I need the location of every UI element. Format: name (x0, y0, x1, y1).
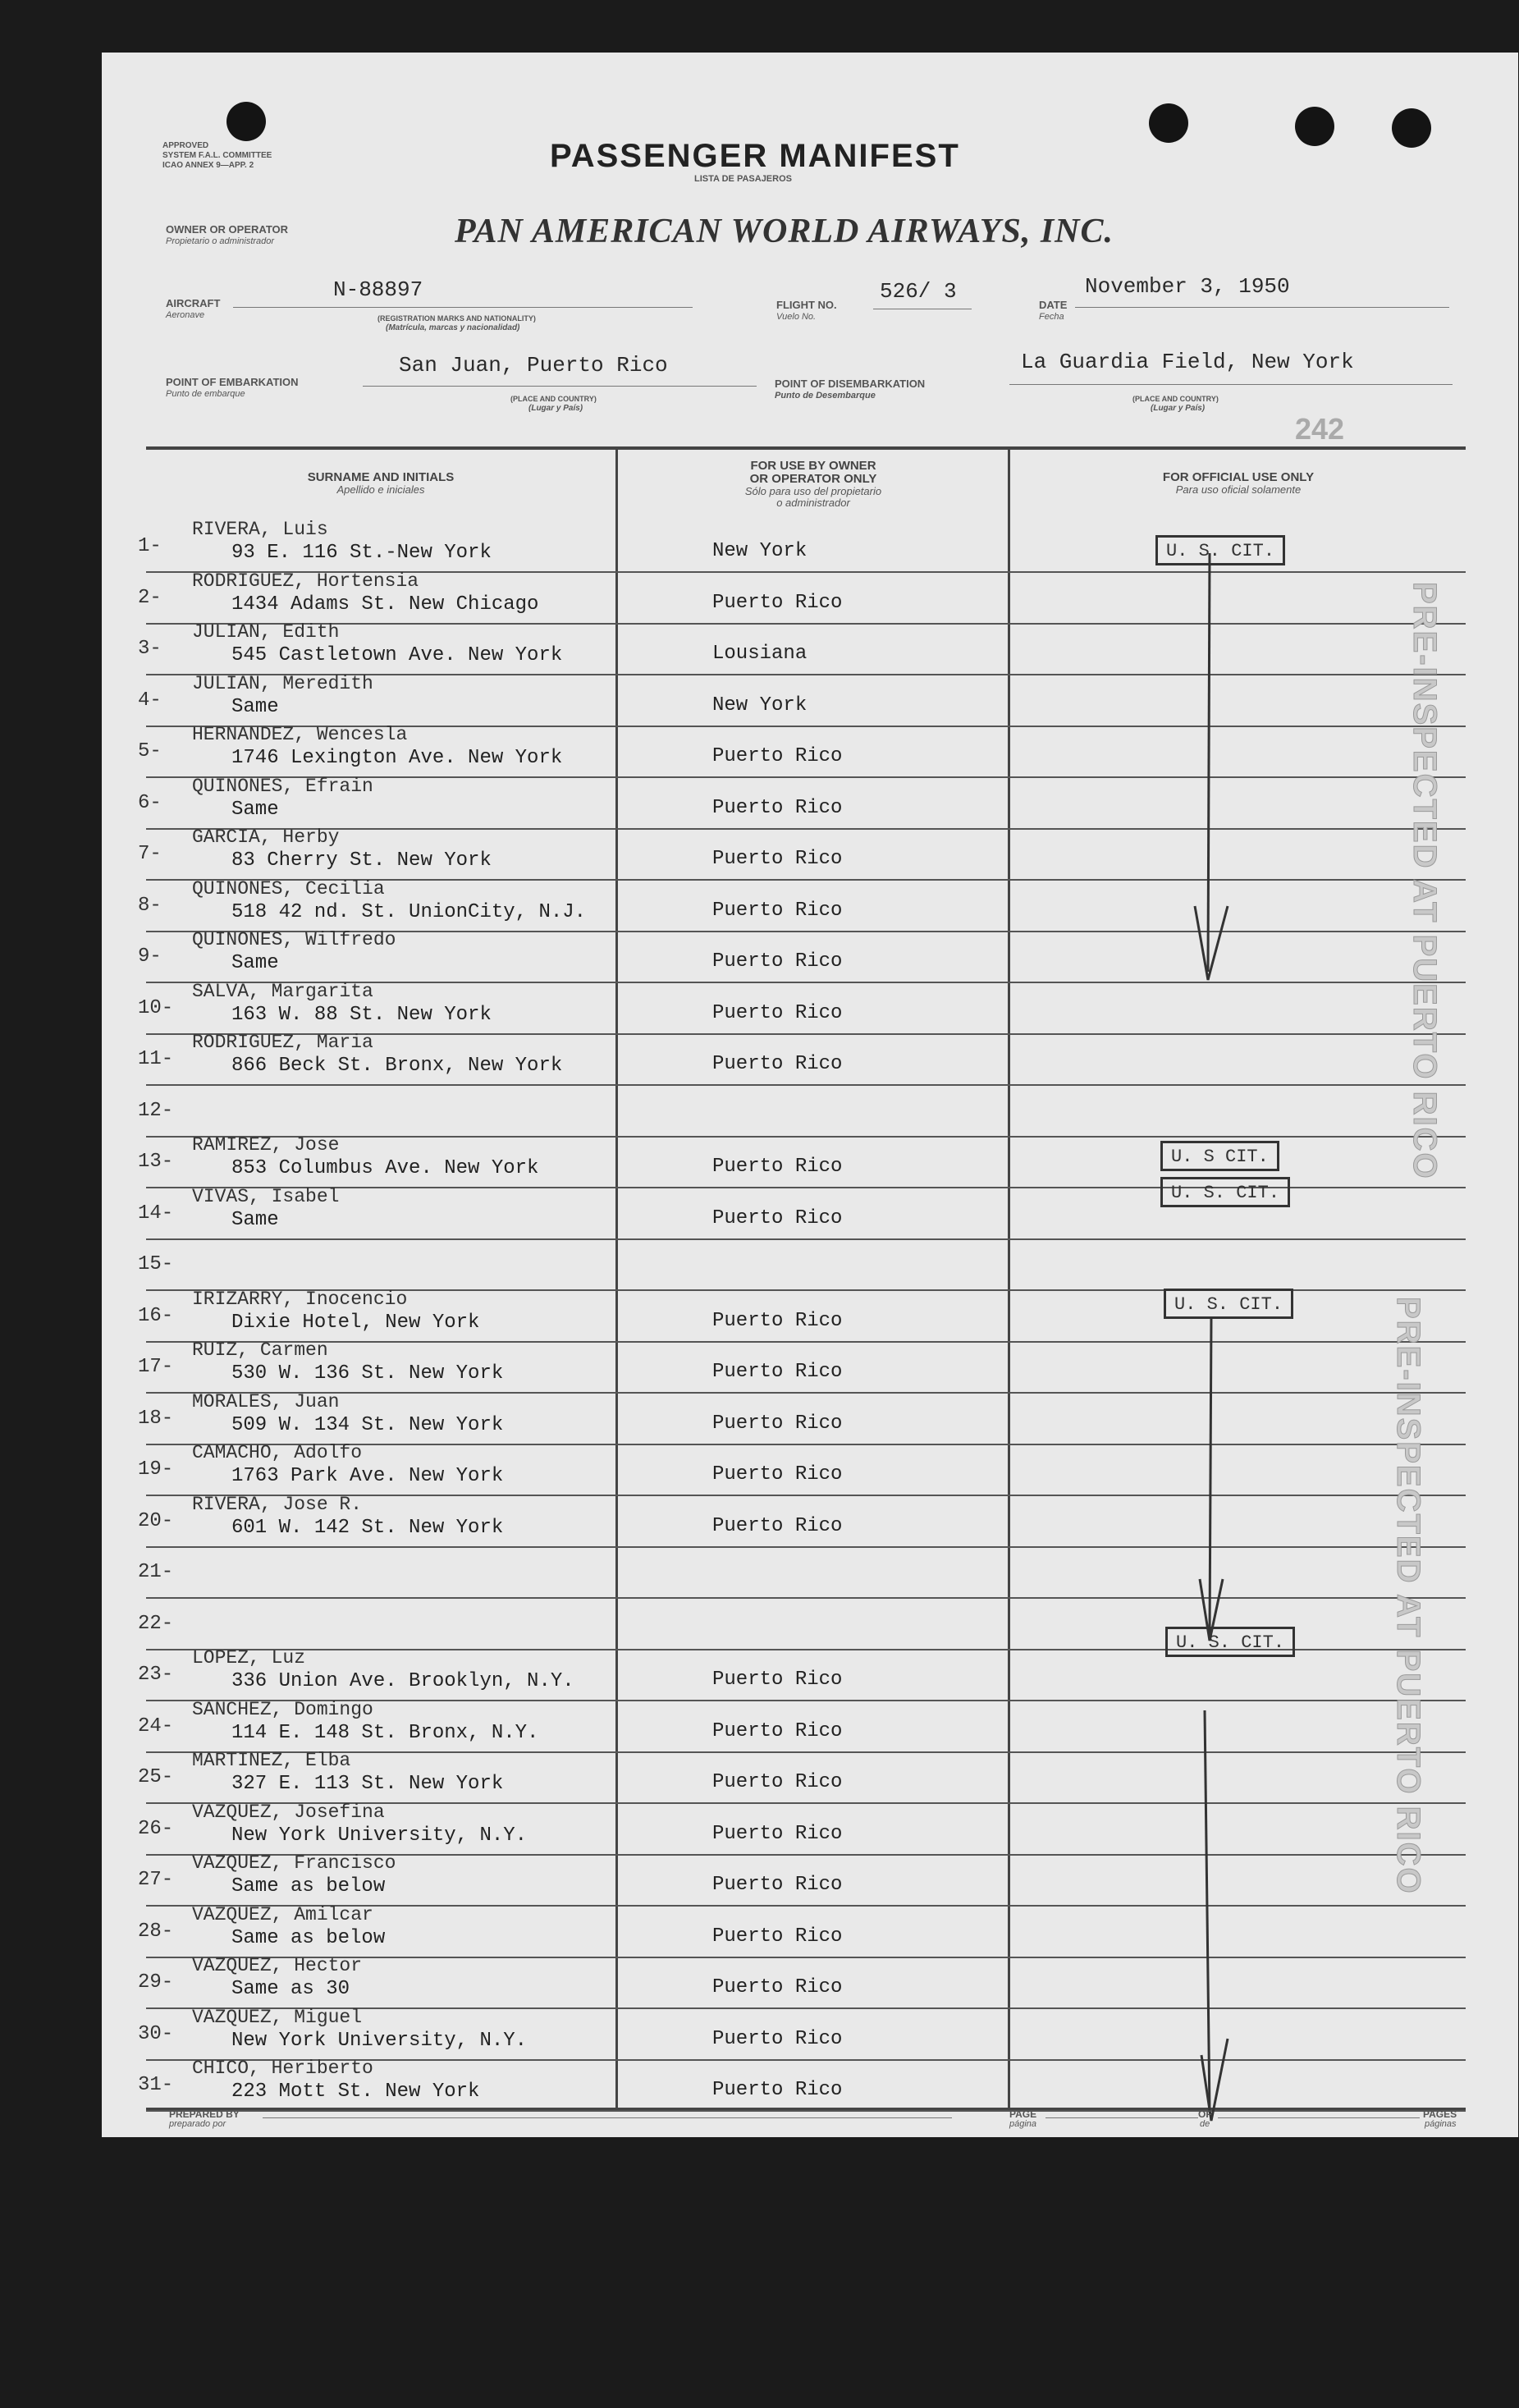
field-rule (1218, 2117, 1420, 2118)
row-number: 16- (138, 1305, 174, 1327)
aircraft-label-es: Aeronave (166, 310, 205, 320)
aircraft-note-es: (Matrícula, marcas y nacionalidad) (386, 323, 520, 332)
passenger-address: New York University, N.Y. (231, 2030, 528, 2052)
passenger-destination: Puerto Rico (712, 1771, 843, 1793)
passenger-destination: Puerto Rico (712, 2079, 843, 2101)
field-rule (233, 307, 693, 308)
row-number: 22- (138, 1613, 174, 1635)
row-number: 27- (138, 1869, 174, 1891)
passenger-name: JULIAN, Meredith (192, 673, 373, 694)
place-note-es: (Lugar y País) (528, 404, 583, 413)
passenger-destination: Puerto Rico (712, 1976, 843, 1998)
passenger-address: 327 E. 113 St. New York (231, 1773, 504, 1795)
passenger-address: 163 W. 88 St. New York (231, 1004, 492, 1026)
passenger-name: QUINONES, Cecilia (192, 878, 385, 900)
passenger-address: 509 W. 134 St. New York (231, 1414, 504, 1436)
us-citizen-stamp: U. S CIT. (1160, 1141, 1279, 1171)
disembark-point: La Guardia Field, New York (1021, 350, 1354, 374)
row-number: 7- (138, 843, 162, 865)
place-note: (PLACE AND COUNTRY) (510, 395, 597, 403)
passenger-destination: New York (712, 694, 808, 716)
passenger-destination: Puerto Rico (712, 1874, 843, 1896)
page-title-es: LISTA DE PASAJEROS (694, 174, 792, 184)
passenger-destination: Puerto Rico (712, 592, 843, 614)
row-number: 26- (138, 1818, 174, 1840)
passenger-name: HERNANDEZ, Wencesla (192, 724, 408, 745)
punch-hole (1149, 103, 1188, 143)
passenger-address: 114 E. 148 St. Bronx, N.Y. (231, 1722, 539, 1744)
row-number: 1- (138, 535, 162, 557)
pages-label-es: páginas (1425, 2119, 1457, 2129)
passenger-destination: Puerto Rico (712, 1002, 843, 1024)
passenger-address: 1763 Park Ave. New York (231, 1465, 504, 1487)
passenger-address: Same as below (231, 1927, 386, 1949)
row-number: 12- (138, 1100, 174, 1122)
passenger-address: Same as 30 (231, 1978, 350, 2000)
passenger-address: 518 42 nd. St. UnionCity, N.J. (231, 901, 587, 923)
row-number: 19- (138, 1458, 174, 1481)
aircraft-registration: N-88897 (333, 277, 423, 302)
passenger-address: 1746 Lexington Ave. New York (231, 747, 563, 769)
passenger-name: CAMACHO, Adolfo (192, 1442, 363, 1463)
passenger-address: Same as below (231, 1875, 386, 1898)
date-label: DATE (1039, 299, 1068, 311)
approved-line: SYSTEM F.A.L. COMMITTEE (162, 151, 272, 160)
passenger-address: 853 Columbus Ave. New York (231, 1157, 539, 1179)
row-number: 5- (138, 740, 162, 762)
passenger-name: IRIZARRY, Inocencio (192, 1289, 408, 1310)
field-rule (1045, 2117, 1198, 2118)
passenger-name: RUIZ, Carmen (192, 1339, 328, 1361)
passenger-address: 530 W. 136 St. New York (231, 1362, 504, 1385)
row-number: 20- (138, 1510, 174, 1532)
manifest-document (102, 53, 1518, 2137)
passenger-destination: Puerto Rico (712, 1823, 843, 1845)
row-number: 31- (138, 2074, 174, 2096)
col-header-owner: FOR USE BY OWNER OR OPERATOR ONLY Sólo para uso del propietario o administrador (744, 459, 882, 509)
row-number: 21- (138, 1561, 174, 1583)
passenger-name: VAZQUEZ, Hector (192, 1955, 363, 1976)
date-label-es: Fecha (1039, 312, 1064, 322)
passenger-destination: New York (712, 540, 808, 562)
passenger-name: SALVA, Margarita (192, 981, 373, 1002)
row-number: 30- (138, 2023, 174, 2045)
row-number: 3- (138, 638, 162, 660)
passenger-name: RODRIGUEZ, Maria (192, 1032, 373, 1053)
passenger-address: 866 Beck St. Bronx, New York (231, 1055, 563, 1077)
passenger-address: Same (231, 799, 279, 821)
passenger-name: GARCIA, Herby (192, 826, 340, 848)
row-number: 6- (138, 792, 162, 814)
owner-label-es: Propietario o administrador (166, 236, 275, 246)
col-header-name: SURNAME AND INITIALS Apellido e iniciales (307, 470, 455, 496)
punch-hole (226, 102, 266, 141)
page-label: PAGE (1009, 2108, 1037, 2120)
passenger-name: RIVERA, Jose R. (192, 1494, 363, 1515)
passenger-destination: Puerto Rico (712, 900, 843, 922)
owner-label: OWNER OR OPERATOR (166, 223, 289, 236)
flight-number: 526/ 3 (880, 279, 957, 304)
flight-label-es: Vuelo No. (776, 312, 817, 322)
field-rule (1075, 307, 1449, 308)
passenger-name: RIVERA, Luis (192, 519, 328, 540)
passenger-address: 83 Cherry St. New York (231, 849, 492, 872)
us-citizen-stamp: U. S. CIT. (1155, 535, 1285, 565)
passenger-address: Dixie Hotel, New York (231, 1312, 480, 1334)
passenger-destination: Puerto Rico (712, 1361, 843, 1383)
field-rule (263, 2117, 952, 2118)
operator-name: PAN AMERICAN WORLD AIRWAYS, INC. (455, 213, 1114, 250)
approved-line: APPROVED (162, 141, 209, 150)
passenger-destination: Puerto Rico (712, 1156, 843, 1178)
passenger-name: RAMIREZ, Jose (192, 1134, 340, 1156)
passenger-name: VIVAS, Isabel (192, 1186, 340, 1207)
passenger-destination: Puerto Rico (712, 1515, 843, 1537)
us-citizen-stamp: U. S. CIT. (1165, 1627, 1295, 1657)
aircraft-note: (REGISTRATION MARKS AND NATIONALITY) (377, 314, 536, 323)
passenger-address: 223 Mott St. New York (231, 2081, 480, 2103)
flight-label: FLIGHT NO. (776, 299, 837, 311)
row-number: 8- (138, 895, 162, 917)
passenger-destination: Puerto Rico (712, 1053, 843, 1075)
passenger-destination: Puerto Rico (712, 2028, 843, 2050)
prepared-label-es: preparado por (169, 2119, 226, 2129)
passenger-address: 601 W. 142 St. New York (231, 1517, 504, 1539)
passenger-address: 336 Union Ave. Brooklyn, N.Y. (231, 1670, 574, 1692)
row-number: 25- (138, 1766, 174, 1788)
us-citizen-stamp: U. S. CIT. (1160, 1177, 1290, 1207)
page-label-es: página (1009, 2119, 1037, 2129)
us-citizen-stamp: U. S. CIT. (1164, 1289, 1293, 1319)
passenger-name: VAZQUEZ, Amilcar (192, 1904, 373, 1925)
row-number: 9- (138, 945, 162, 968)
passenger-destination: Puerto Rico (712, 1669, 843, 1691)
of-label-es: de (1200, 2119, 1210, 2129)
passenger-name: JULIAN, Edith (192, 621, 340, 643)
row-number: 15- (138, 1253, 174, 1275)
passenger-name: VAZQUEZ, Miguel (192, 2007, 363, 2028)
row-number: 4- (138, 689, 162, 712)
passenger-address: Same (231, 1209, 279, 1231)
passenger-address: Same (231, 696, 279, 718)
place-note-es: (Lugar y País) (1151, 404, 1206, 413)
field-rule (1009, 384, 1453, 385)
passenger-destination: Puerto Rico (712, 1207, 843, 1229)
embark-point: San Juan, Puerto Rico (399, 353, 668, 378)
passenger-destination: Puerto Rico (712, 1310, 843, 1332)
flight-date: November 3, 1950 (1085, 274, 1290, 299)
row-number: 24- (138, 1715, 174, 1737)
prepared-label: PREPARED BY (169, 2108, 240, 2120)
passenger-destination: Puerto Rico (712, 745, 843, 767)
punch-hole (1392, 108, 1431, 148)
row-number: 29- (138, 1971, 174, 1994)
disembark-label-es: Punto de Desembarque (775, 391, 876, 401)
passenger-destination: Puerto Rico (712, 848, 843, 870)
passenger-address: 545 Castletown Ave. New York (231, 644, 563, 666)
row-number: 14- (138, 1202, 174, 1225)
passenger-address: 1434 Adams St. New Chicago (231, 593, 539, 616)
field-rule (363, 386, 757, 387)
punch-hole (1295, 107, 1334, 146)
disembark-label: POINT OF DISEMBARKATION (775, 378, 926, 390)
row-number: 13- (138, 1151, 174, 1173)
row-number: 18- (138, 1408, 174, 1430)
page-title: PASSENGER MANIFEST (550, 138, 960, 174)
page-number: 242 (1295, 412, 1345, 446)
row-number: 17- (138, 1356, 174, 1378)
preinspected-stamp: PRE-INSPECTED AT PUERTO RICO (1390, 1297, 1426, 1895)
pages-label: PAGES (1423, 2108, 1457, 2120)
of-label: OF (1198, 2108, 1212, 2120)
passenger-destination: Puerto Rico (712, 1463, 843, 1486)
row-number: 11- (138, 1048, 174, 1070)
passenger-address: 93 E. 116 St.-New York (231, 542, 492, 564)
passenger-address: New York University, N.Y. (231, 1824, 528, 1847)
passenger-name: MARTINEZ, Elba (192, 1750, 351, 1771)
passenger-destination: Puerto Rico (712, 950, 843, 973)
preinspected-stamp: PRE-INSPECTED AT PUERTO RICO (1407, 582, 1443, 1180)
approved-block (162, 141, 272, 171)
passenger-name: CHICO, Heriberto (192, 2058, 373, 2079)
row-number: 10- (138, 997, 174, 1019)
passenger-name: SANCHEZ, Domingo (192, 1699, 373, 1720)
passenger-name: VAZQUEZ, Josefina (192, 1801, 385, 1823)
passenger-name: QUINONES, Wilfredo (192, 929, 396, 950)
passenger-name: MORALES, Juan (192, 1391, 340, 1412)
passenger-destination: Puerto Rico (712, 797, 843, 819)
passenger-name: QUINONES, Efrain (192, 776, 373, 797)
passenger-name: LOPEZ, Luz (192, 1647, 306, 1669)
embark-label: POINT OF EMBARKATION (166, 376, 299, 388)
aircraft-label: AIRCRAFT (166, 297, 221, 309)
row-number: 2- (138, 587, 162, 609)
passenger-destination: Puerto Rico (712, 1720, 843, 1742)
passenger-destination: Lousiana (712, 643, 808, 665)
embark-label-es: Punto de embarque (166, 389, 245, 399)
col-header-official: FOR OFFICIAL USE ONLY Para uso oficial solamente (1162, 470, 1315, 496)
approved-line: ICAO ANNEX 9—APP. 2 (162, 161, 254, 170)
passenger-name: RODRIGUEZ, Hortensia (192, 570, 419, 592)
passenger-destination: Puerto Rico (712, 1925, 843, 1948)
row-number: 28- (138, 1920, 174, 1943)
passenger-destination: Puerto Rico (712, 1412, 843, 1435)
passenger-address: Same (231, 952, 279, 974)
row-number: 23- (138, 1664, 174, 1686)
passenger-name: VAZQUEZ, Francisco (192, 1852, 396, 1874)
place-note: (PLACE AND COUNTRY) (1132, 395, 1219, 403)
